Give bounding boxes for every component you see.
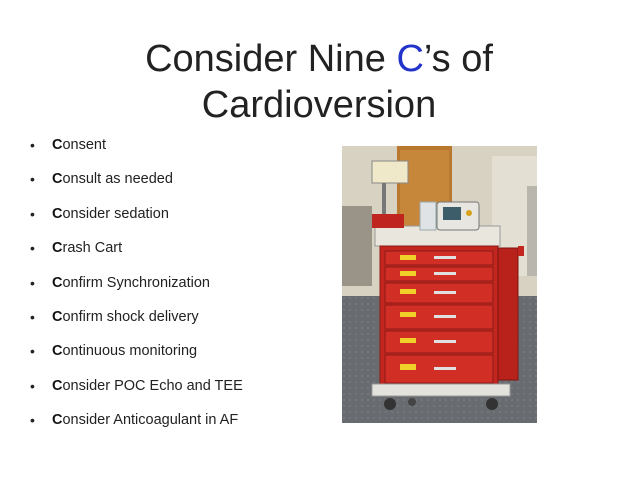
bullet-initial: C xyxy=(52,274,63,291)
list-item xyxy=(30,167,330,201)
list-item xyxy=(30,271,330,305)
bullet-dot-icon: • xyxy=(30,274,35,291)
bullet-text: ontinuous monitoring xyxy=(62,343,198,360)
bullet-text: onsult as needed xyxy=(62,171,173,188)
bullet-initial: C xyxy=(52,240,63,257)
title-prefix: Consider Nine xyxy=(145,38,397,80)
title-line-1 xyxy=(0,36,638,82)
bullet-text: onfirm Synchronization xyxy=(62,274,210,291)
list-item xyxy=(30,133,330,167)
title-line-2: Cardioversion xyxy=(201,84,437,126)
bullet-dot-icon: • xyxy=(30,308,35,325)
bullet-text: onsider sedation xyxy=(62,205,169,222)
slide-title xyxy=(0,36,638,128)
bullet-dot-icon: • xyxy=(30,412,35,429)
bullet-initial: C xyxy=(52,343,63,360)
bullet-initial: C xyxy=(52,137,63,153)
bullet-dot-icon: • xyxy=(30,171,35,188)
bullet-text: rash Cart xyxy=(62,240,123,257)
crash-cart-photo xyxy=(342,146,537,423)
bullet-initial: C xyxy=(52,205,63,222)
bullet-text: onsider Anticoagulant in AF xyxy=(62,412,239,429)
list-item xyxy=(30,339,330,373)
title-accent-c: C xyxy=(396,38,424,80)
bullet-initial: C xyxy=(52,308,63,325)
bullet-text: onsider POC Echo and TEE xyxy=(62,377,243,394)
list-item xyxy=(30,236,330,270)
list-item xyxy=(30,374,330,408)
list-item xyxy=(30,305,330,339)
bullet-initial: C xyxy=(52,377,63,394)
bullet-dot-icon: • xyxy=(30,240,35,257)
bullet-text: onfirm shock delivery xyxy=(62,308,199,325)
bullet-dot-icon: • xyxy=(30,205,35,222)
bullet-dot-icon: • xyxy=(30,137,35,153)
list-item xyxy=(30,202,330,236)
bullet-dot-icon: • xyxy=(30,377,35,394)
bullet-initial: C xyxy=(52,412,63,429)
list-item xyxy=(30,408,330,442)
bullet-dot-icon: • xyxy=(30,343,35,360)
bullet-text: onsent xyxy=(62,137,107,153)
title-suffix: ’s of xyxy=(423,38,493,80)
bullet-list xyxy=(30,133,330,443)
bullet-initial: C xyxy=(52,171,63,188)
